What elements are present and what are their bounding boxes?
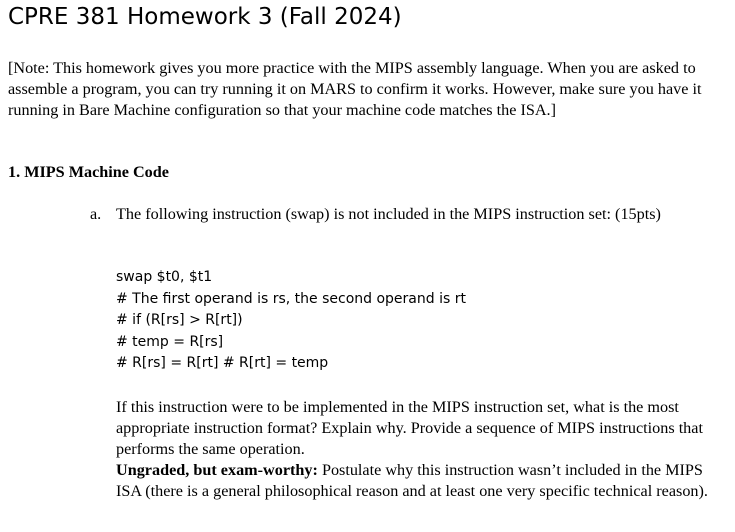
exam-note [116,460,716,502]
code-line: # R[rs] = R[rt] # R[rt] = temp [116,355,329,371]
code-line: # The first operand is rs, the second operand is rt [116,290,466,307]
homework-note: [Note: This homework gives you more practice with the MIPS assembly language. When you are asked to assemble a program, you can try running it on MARS to confirm it works. However, make sure you have it running in Bare Machine configuration so that your machine code matches the ISA.] [8,59,702,119]
section-heading: 1. MIPS Machine Code [8,163,169,181]
code-line: swap $t0, $t1 [116,269,213,285]
question-text: If this instruction were to be implemented in the MIPS instruction set, what is the most appropriate instruction format? Explain why. Provide a sequence of MIPS instructions that performs the same operation. [116,398,703,458]
code-line: # if (R[rs] > R[rt]) [116,312,243,328]
code-block [116,267,466,375]
item-prompt: The following instruction (swap) is not included in the MIPS instruction set: (15pts) [116,205,661,223]
exam-text: Postulate why this instruction wasn’t included in the MIPS ISA (there is a general philosophical reason and at least one very specific technical reason). [116,461,708,500]
item-marker: a. [90,205,102,223]
exam-label: Ungraded, but exam-worthy: [116,461,318,479]
code-line: # temp = R[rs] [116,333,224,350]
page-title: CPRE 381 Homework 3 (Fall 2024) [8,4,402,30]
